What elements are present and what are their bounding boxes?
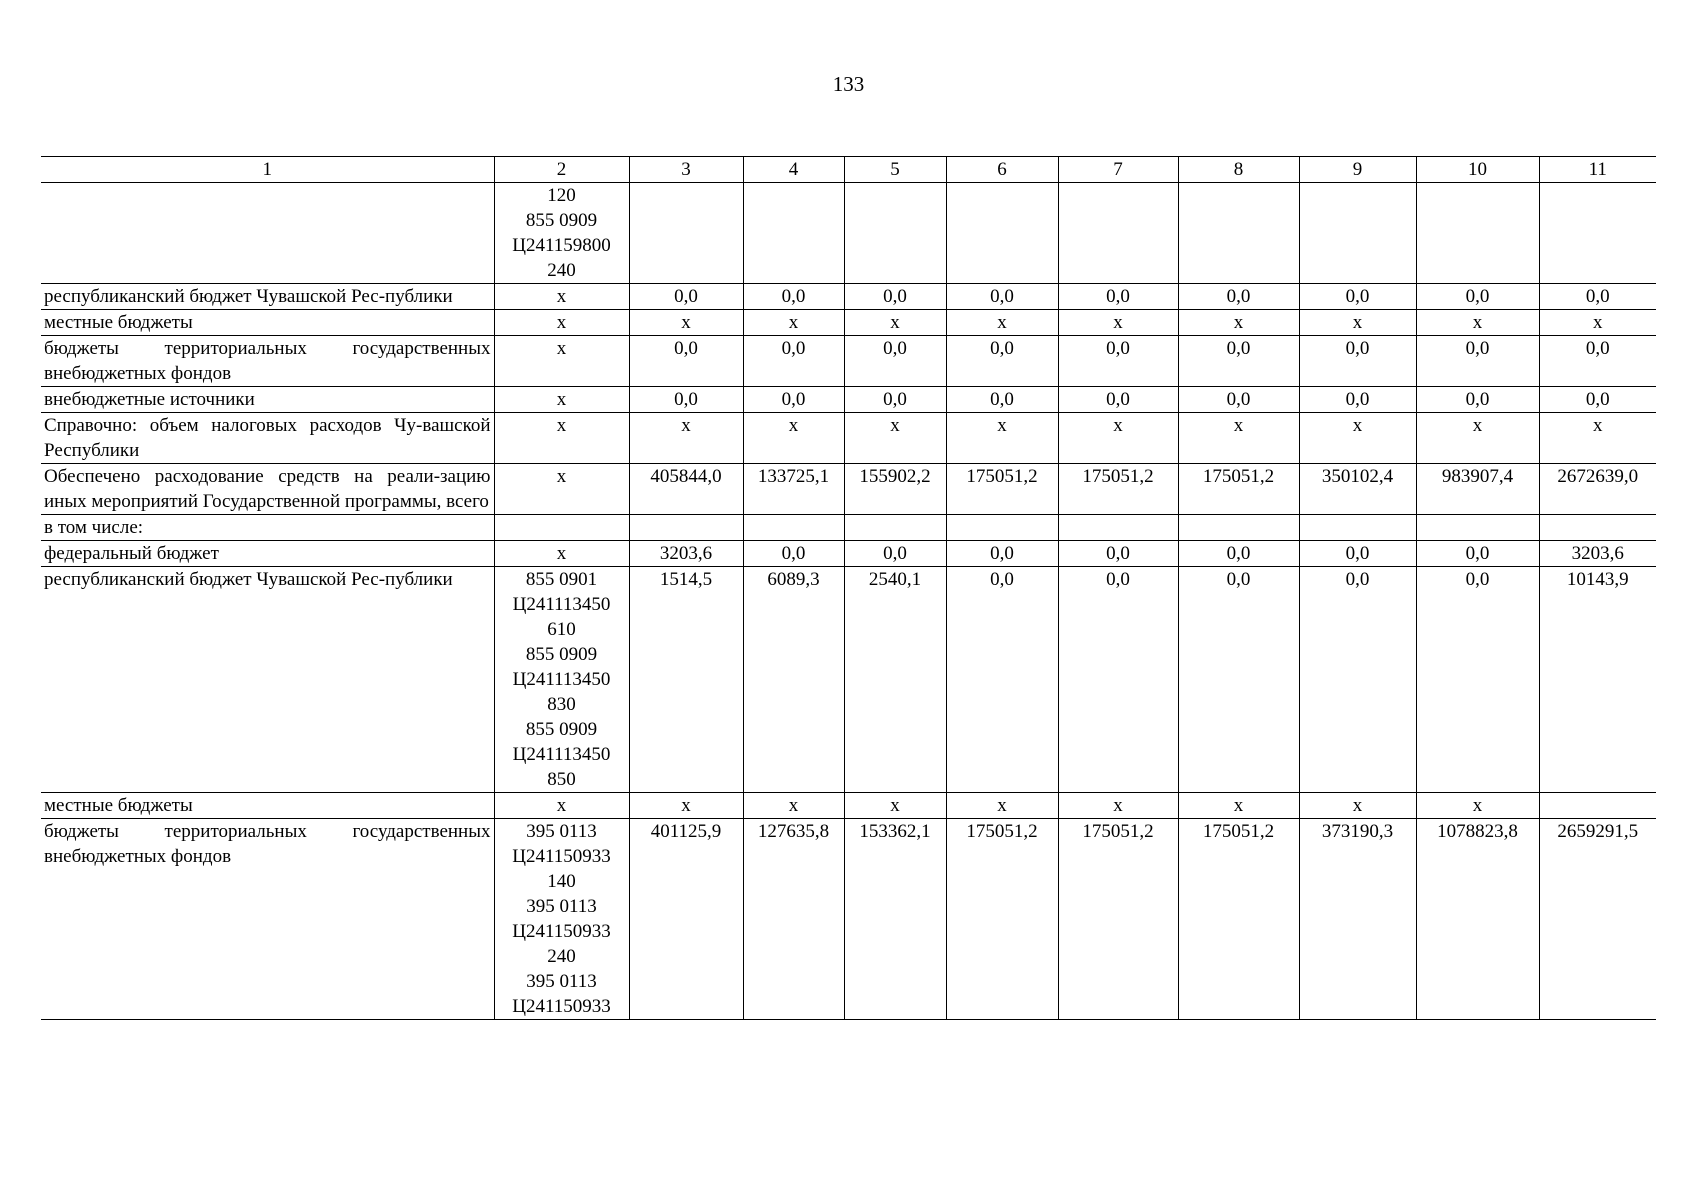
row-value: 0,0 (629, 387, 743, 413)
column-header: 10 (1416, 157, 1539, 183)
column-header: 9 (1299, 157, 1416, 183)
row-value: 0,0 (743, 387, 844, 413)
row-value: 133725,1 (743, 464, 844, 515)
row-value: x (629, 413, 743, 464)
budget-table (41, 156, 1656, 1020)
row-value: 3203,6 (629, 541, 743, 567)
row-value: 2540,1 (844, 567, 946, 793)
row-value (629, 515, 743, 541)
column-header: 11 (1539, 157, 1656, 183)
row-value: x (1416, 310, 1539, 336)
row-value: 0,0 (844, 336, 946, 387)
row-value: 0,0 (743, 336, 844, 387)
row-value: x (1539, 310, 1656, 336)
row-value: 0,0 (1539, 387, 1656, 413)
table-row (41, 464, 1656, 515)
row-value: 0,0 (1299, 541, 1416, 567)
row-value: x (1178, 793, 1299, 819)
row-value (1416, 515, 1539, 541)
row-value: 175051,2 (1178, 464, 1299, 515)
row-value: 0,0 (1299, 387, 1416, 413)
row-value: 175051,2 (1058, 819, 1178, 1020)
row-value: x (844, 793, 946, 819)
row-code: x (494, 541, 629, 567)
row-value: 0,0 (1058, 336, 1178, 387)
row-name: бюджеты территориальных государственных внебюджетных фондов (41, 336, 494, 387)
row-value: x (743, 310, 844, 336)
row-value: 0,0 (1299, 567, 1416, 793)
row-name: Справочно: объем налоговых расходов Чу-вашской Республики (41, 413, 494, 464)
row-value: 0,0 (1178, 284, 1299, 310)
column-header: 4 (743, 157, 844, 183)
row-value: 350102,4 (1299, 464, 1416, 515)
row-value: 0,0 (946, 387, 1058, 413)
row-value: 175051,2 (946, 464, 1058, 515)
row-value: x (1299, 413, 1416, 464)
row-value (743, 515, 844, 541)
row-value: 373190,3 (1299, 819, 1416, 1020)
table-row (41, 284, 1656, 310)
row-value (1058, 515, 1178, 541)
row-value: x (1299, 310, 1416, 336)
row-value (743, 183, 844, 284)
table-body (41, 183, 1656, 1020)
row-code: x (494, 284, 629, 310)
table-row (41, 310, 1656, 336)
table-header (41, 157, 1656, 183)
row-value: 175051,2 (1058, 464, 1178, 515)
row-value: 0,0 (629, 284, 743, 310)
row-value: 0,0 (1058, 387, 1178, 413)
row-value (629, 183, 743, 284)
row-name: местные бюджеты (41, 793, 494, 819)
row-name: в том числе: (41, 515, 494, 541)
row-value (946, 515, 1058, 541)
row-value: x (743, 413, 844, 464)
row-value: 0,0 (1178, 387, 1299, 413)
row-value: x (1178, 310, 1299, 336)
row-value (844, 183, 946, 284)
row-value: x (1416, 413, 1539, 464)
row-value: 0,0 (946, 284, 1058, 310)
table-row (41, 336, 1656, 387)
row-value (1539, 183, 1656, 284)
row-value: x (946, 310, 1058, 336)
row-value: 0,0 (743, 284, 844, 310)
row-value: 0,0 (1058, 567, 1178, 793)
row-value: 6089,3 (743, 567, 844, 793)
row-code: 855 0901 Ц241113450 610 855 0909 Ц241113450 830 855 0909 Ц241113450 850 (494, 567, 629, 793)
row-code: 120 855 0909 Ц241159800 240 (494, 183, 629, 284)
row-code: x (494, 336, 629, 387)
row-value (1539, 515, 1656, 541)
row-value: 0,0 (844, 284, 946, 310)
column-header: 8 (1178, 157, 1299, 183)
row-code: x (494, 310, 629, 336)
column-header: 6 (946, 157, 1058, 183)
row-value: x (1058, 310, 1178, 336)
row-value: 2672639,0 (1539, 464, 1656, 515)
row-value (946, 183, 1058, 284)
table-row (41, 567, 1656, 793)
column-header: 7 (1058, 157, 1178, 183)
row-name: республиканский бюджет Чувашской Рес-публики (41, 567, 494, 793)
table-row (41, 183, 1656, 284)
row-name (41, 183, 494, 284)
row-value: x (743, 793, 844, 819)
row-value: 401125,9 (629, 819, 743, 1020)
row-value: x (1058, 413, 1178, 464)
row-value: 153362,1 (844, 819, 946, 1020)
row-value (1178, 515, 1299, 541)
row-name: местные бюджеты (41, 310, 494, 336)
row-value: 0,0 (1058, 284, 1178, 310)
column-header: 5 (844, 157, 946, 183)
row-value: 0,0 (1539, 284, 1656, 310)
row-code: 395 0113 Ц241150933 140 395 0113 Ц241150933 240 395 0113 Ц241150933 (494, 819, 629, 1020)
table-row (41, 515, 1656, 541)
row-value: 3203,6 (1539, 541, 1656, 567)
row-name: республиканский бюджет Чувашской Рес-публики (41, 284, 494, 310)
row-value: 0,0 (1178, 567, 1299, 793)
row-value: x (844, 310, 946, 336)
row-value: 0,0 (1416, 567, 1539, 793)
row-value: x (629, 310, 743, 336)
table-row (41, 541, 1656, 567)
row-name: Обеспечено расходование средств на реали-зацию иных мероприятий Государственной программы, всего (41, 464, 494, 515)
row-code: x (494, 464, 629, 515)
row-value: x (1178, 413, 1299, 464)
row-value: x (946, 413, 1058, 464)
row-value (844, 515, 946, 541)
row-value: 0,0 (1178, 541, 1299, 567)
row-value: 405844,0 (629, 464, 743, 515)
row-value (1416, 183, 1539, 284)
row-value: 0,0 (1178, 336, 1299, 387)
row-value: 0,0 (1416, 387, 1539, 413)
row-value (1299, 515, 1416, 541)
row-value: 2659291,5 (1539, 819, 1656, 1020)
row-value: 127635,8 (743, 819, 844, 1020)
row-value: 0,0 (1416, 336, 1539, 387)
row-value: 0,0 (844, 541, 946, 567)
row-value: 0,0 (1539, 336, 1656, 387)
column-header: 1 (41, 157, 494, 183)
table-row (41, 387, 1656, 413)
row-value: 0,0 (743, 541, 844, 567)
header-row (41, 157, 1656, 183)
row-value: 0,0 (1416, 541, 1539, 567)
row-value (1178, 183, 1299, 284)
row-code: x (494, 413, 629, 464)
row-value: x (629, 793, 743, 819)
page-number: 133 (832, 72, 865, 96)
row-value: 0,0 (1058, 541, 1178, 567)
row-value: x (1416, 793, 1539, 819)
table-row (41, 413, 1656, 464)
column-header: 2 (494, 157, 629, 183)
row-value: 155902,2 (844, 464, 946, 515)
row-value (1299, 183, 1416, 284)
row-value: 1078823,8 (1416, 819, 1539, 1020)
row-value: 175051,2 (946, 819, 1058, 1020)
row-value (1539, 793, 1656, 819)
row-name: федеральный бюджет (41, 541, 494, 567)
row-value: 0,0 (946, 567, 1058, 793)
row-value: x (946, 793, 1058, 819)
row-code (494, 515, 629, 541)
row-value: x (1539, 413, 1656, 464)
row-value: x (844, 413, 946, 464)
column-header: 3 (629, 157, 743, 183)
row-name: внебюджетные источники (41, 387, 494, 413)
row-value: 0,0 (629, 336, 743, 387)
row-value: 0,0 (844, 387, 946, 413)
row-value (1058, 183, 1178, 284)
row-value: 0,0 (946, 541, 1058, 567)
table-row (41, 819, 1656, 1020)
row-value: 0,0 (1299, 284, 1416, 310)
row-value: 175051,2 (1178, 819, 1299, 1020)
row-value: 0,0 (1299, 336, 1416, 387)
table-row (41, 793, 1656, 819)
row-code: x (494, 387, 629, 413)
row-value: 0,0 (1416, 284, 1539, 310)
row-value: x (1299, 793, 1416, 819)
row-name: бюджеты территориальных государственных внебюджетных фондов (41, 819, 494, 1020)
row-value: x (1058, 793, 1178, 819)
row-code: x (494, 793, 629, 819)
row-value: 0,0 (946, 336, 1058, 387)
row-value: 983907,4 (1416, 464, 1539, 515)
row-value: 1514,5 (629, 567, 743, 793)
row-value: 10143,9 (1539, 567, 1656, 793)
